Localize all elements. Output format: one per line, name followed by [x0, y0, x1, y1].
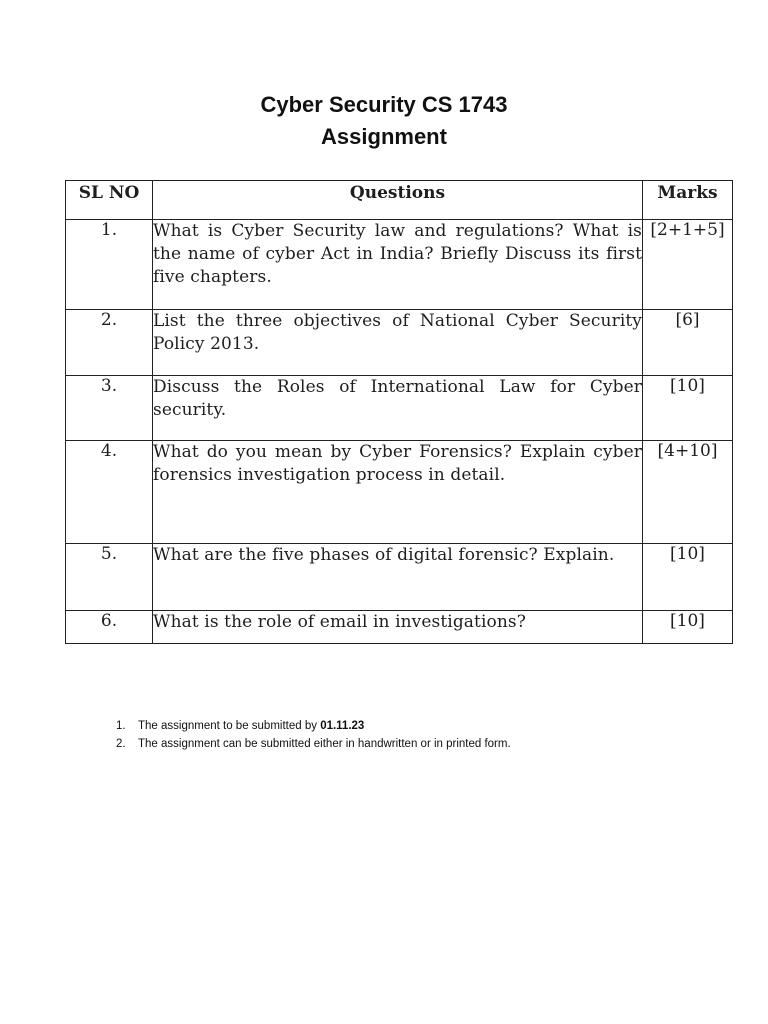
row-sl-number: 2.: [66, 310, 153, 376]
row-sl-number: 1.: [66, 220, 153, 310]
document-subtitle: Assignment: [321, 124, 447, 149]
row-marks: [10]: [643, 544, 733, 611]
row-marks: [2+1+5]: [643, 220, 733, 310]
note-item: [116, 735, 511, 753]
table-row: [66, 376, 733, 441]
table-row: [66, 441, 733, 544]
submission-date: 01.11.23: [320, 720, 365, 732]
table-row: [66, 220, 733, 310]
row-sl-number: 4.: [66, 441, 153, 544]
row-question: What do you mean by Cyber Forensics? Explain cyber forensics investigation process in detail.: [153, 441, 643, 544]
row-sl-number: 3.: [66, 376, 153, 441]
table-row: [66, 310, 733, 376]
row-question: What is Cyber Security law and regulations? What is the name of cyber Act in India? Briefly Discuss its first five chapters.: [153, 220, 643, 310]
table-row: [66, 544, 733, 611]
note-item: [116, 717, 511, 735]
row-sl-number: 6.: [66, 611, 153, 644]
note-text: The assignment can be submitted either in handwritten or in printed form.: [138, 738, 511, 750]
row-question: What are the five phases of digital forensic? Explain.: [153, 544, 643, 611]
questions-table: [65, 180, 733, 644]
row-marks: [4+10]: [643, 441, 733, 544]
row-question: What is the role of email in investigations?: [153, 611, 643, 644]
notes-list: [116, 717, 511, 753]
header-sl-no: SL NO: [66, 181, 153, 220]
note-text: The assignment to be submitted by: [138, 720, 321, 732]
header-questions: Questions: [153, 181, 643, 220]
table-header-row: [66, 181, 733, 220]
row-marks: [10]: [643, 376, 733, 441]
table-row: [66, 611, 733, 644]
row-sl-number: 5.: [66, 544, 153, 611]
document-title: Cyber Security CS 1743: [260, 92, 508, 117]
row-question: Discuss the Roles of International Law for Cyber security.: [153, 376, 643, 441]
note-number: 2.: [116, 738, 126, 750]
header-marks: Marks: [643, 181, 733, 220]
row-marks: [10]: [643, 611, 733, 644]
note-number: 1.: [116, 720, 126, 732]
row-question: List the three objectives of National Cyber Security Policy 2013.: [153, 310, 643, 376]
row-marks: [6]: [643, 310, 733, 376]
